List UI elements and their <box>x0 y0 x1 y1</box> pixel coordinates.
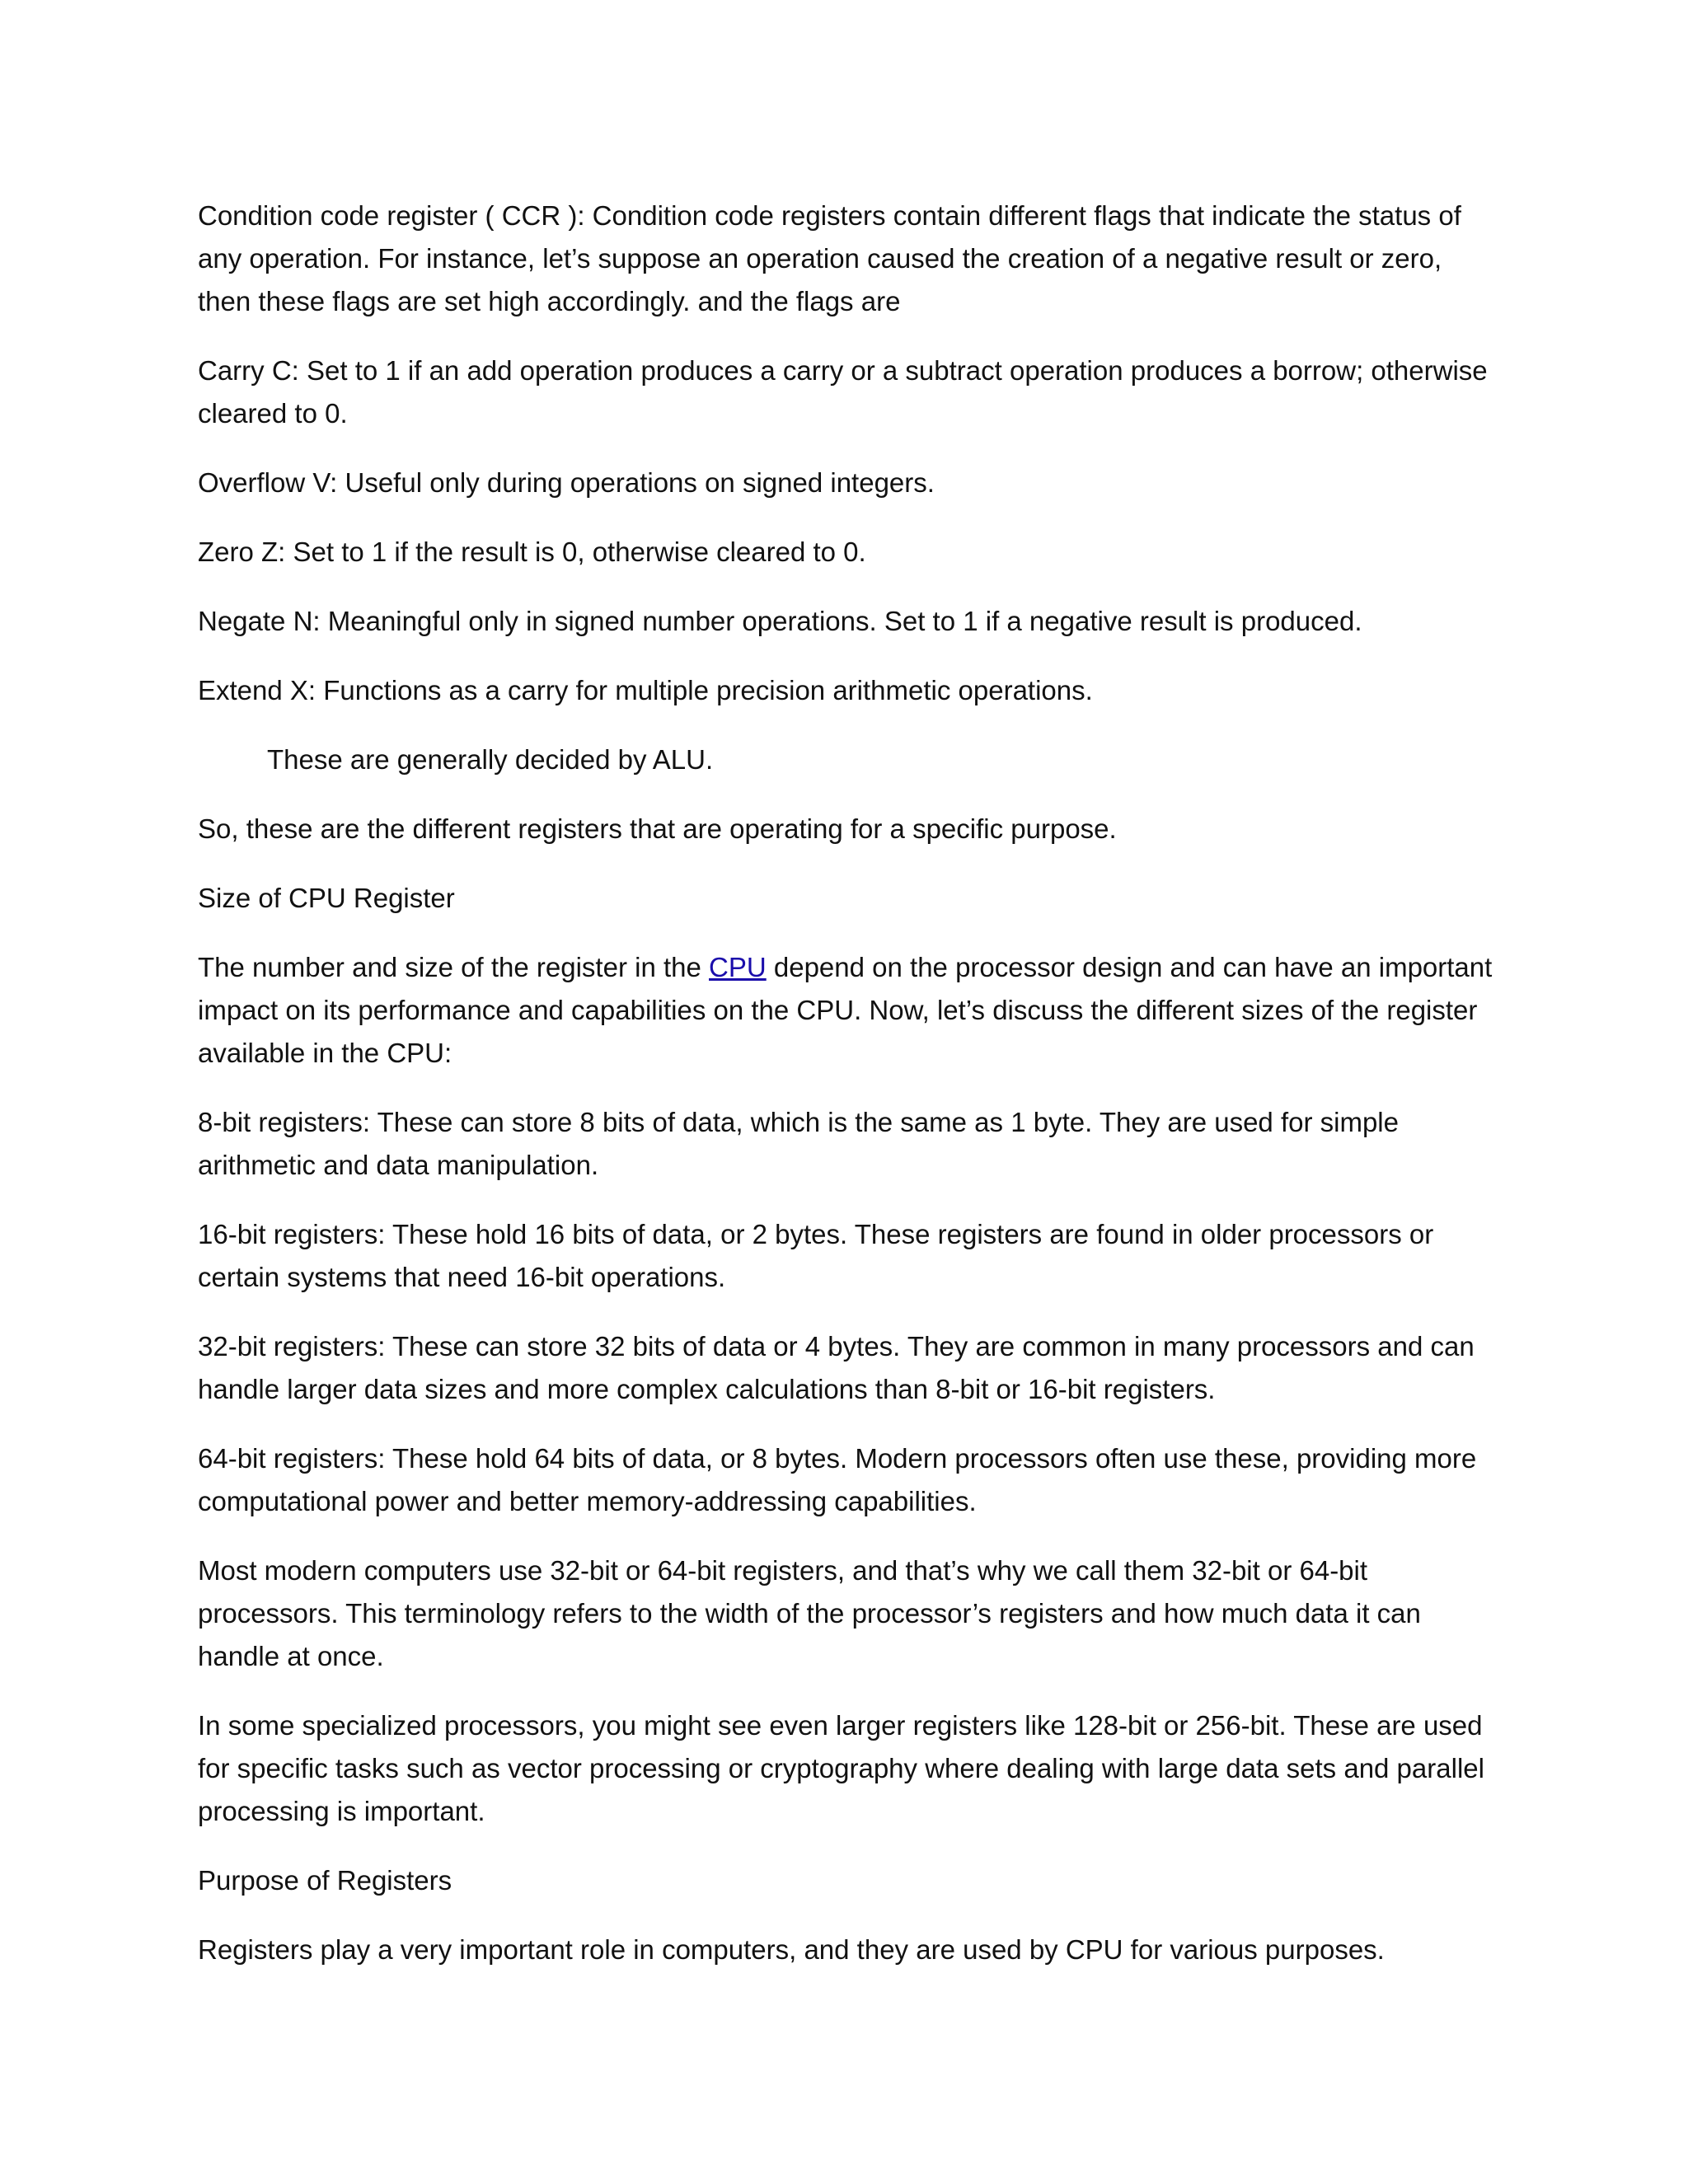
paragraph-32-bit-registers: 32-bit registers: These can store 32 bits of data or 4 bytes. They are common in many processors and can handle larger data sizes and more complex calculations than 8-bit or 16-bit registers. <box>198 1331 1475 1404</box>
paragraph-negate-flag: Negate N: Meaningful only in signed number operations. Set to 1 if a negative result is produced. <box>198 606 1362 636</box>
heading-purpose-of-registers: Purpose of Registers <box>198 1865 452 1896</box>
paragraph-zero-flag: Zero Z: Set to 1 if the result is 0, otherwise cleared to 0. <box>198 537 866 567</box>
intro-text-before-link: The number and size of the register in the <box>198 952 710 982</box>
paragraph-overflow-flag: Overflow V: Useful only during operations on signed integers. <box>198 467 935 498</box>
paragraph-carry-flag: Carry C: Set to 1 if an add operation produces a carry or a subtract operation produces a borrow; otherwise cleared to 0. <box>198 355 1488 429</box>
paragraph-specialized-processors: In some specialized processors, you might see even larger registers like 128-bit or 256-bit. These are used for specific tasks such as vector processing or cryptography where dealing with large data sets and parallel processing is important. <box>198 1710 1484 1826</box>
paragraph-8-bit-registers: 8-bit registers: These can store 8 bits of data, which is the same as 1 byte. They are used for simple arithmetic and data manipulation. <box>198 1107 1399 1180</box>
paragraph-alu-note: These are generally decided by ALU. <box>267 744 714 775</box>
paragraph-16-bit-registers: 16-bit registers: These hold 16 bits of data, or 2 bytes. These registers are found in older processors or certain systems that need 16-bit operations. <box>198 1219 1434 1292</box>
paragraph-registers-summary: So, these are the different registers that are operating for a specific purpose. <box>198 813 1117 844</box>
paragraph-modern-computers: Most modern computers use 32-bit or 64-bit registers, and that’s why we call them 32-bit or 64-bit processors. This terminology refers to the width of the processor’s registers and how much data it can handle at once. <box>198 1555 1421 1671</box>
heading-size-of-cpu-register: Size of CPU Register <box>198 883 455 913</box>
paragraph-extend-flag: Extend X: Functions as a carry for multiple precision arithmetic operations. <box>198 675 1093 705</box>
paragraph-registers-role: Registers play a very important role in computers, and they are used by CPU for various purposes. <box>198 1934 1385 1965</box>
paragraph-register-size-intro <box>198 946 1500 1075</box>
paragraph-64-bit-registers: 64-bit registers: These hold 64 bits of data, or 8 bytes. Modern processors often use these, providing more computational power and better memory-addressing capabilities. <box>198 1443 1477 1516</box>
intro-text-after-link: depend on the processor design and can have an important impact on its performance and capabilities on the CPU. Now, let’s discuss the different sizes of the register available in the CPU: <box>198 952 1493 1068</box>
document-body <box>198 194 1500 1998</box>
paragraph-ccr: Condition code register ( CCR ): Condition code registers contain different flags that indicate the status of any operation. For instance, let’s suppose an operation caused the creation of a negative result or zero, then these flags are set high accordingly. and the flags are <box>198 200 1461 316</box>
cpu-link[interactable]: CPU <box>709 952 767 982</box>
